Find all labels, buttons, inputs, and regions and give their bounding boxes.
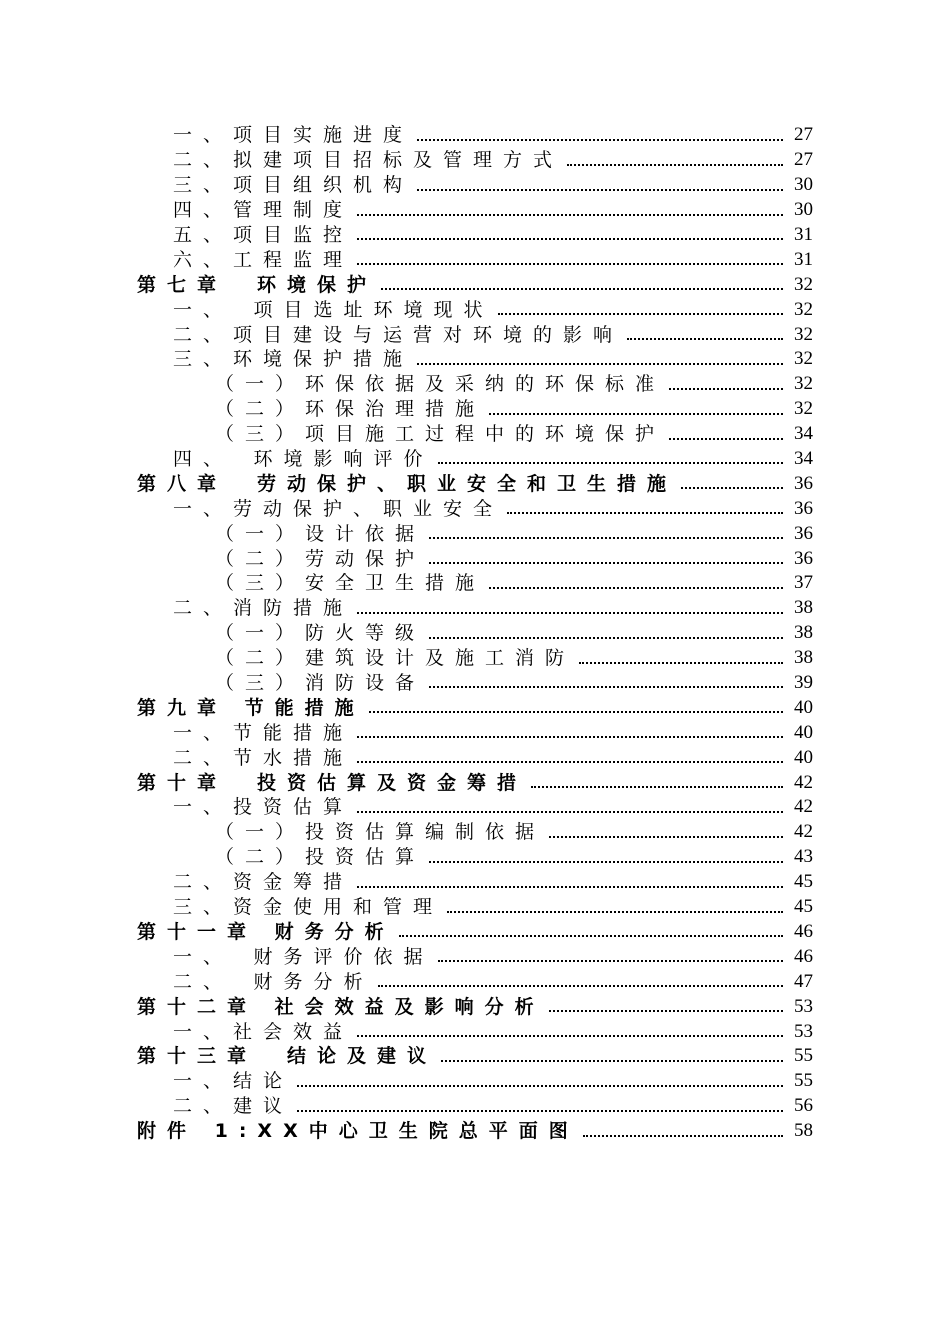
toc-page-number: 36 [794,497,813,519]
toc-dot-leader [357,263,783,265]
toc-entry-title: 第十章 投资估算及资金筹措 [137,771,528,794]
toc-section-entry[interactable] [137,646,813,671]
toc-entry-title: 三、项目组织机构 [173,174,414,197]
toc-page-number: 38 [794,597,813,619]
toc-dot-leader [357,612,783,614]
toc-dot-leader [417,189,783,191]
toc-section-entry[interactable] [137,347,813,372]
toc-entry-title: 二、资金筹措 [173,871,354,894]
toc-page-number: 53 [794,1020,813,1042]
toc-page-number: 40 [794,721,813,743]
toc-section-entry[interactable] [137,322,813,347]
toc-dot-leader [429,861,783,863]
toc-page-number: 47 [794,970,813,992]
toc-chapter-entry[interactable] [137,1119,813,1144]
toc-dot-leader [429,686,783,688]
toc-dot-leader [357,761,783,763]
toc-entry-title: 第十三章 结论及建议 [137,1045,438,1068]
toc-page-number: 55 [794,1045,813,1067]
toc-entry-title: 二、节水措施 [173,746,354,769]
toc-entry-title: 一、投资估算 [173,796,354,819]
toc-entry-title: （一）设计依据 [215,522,426,545]
toc-section-entry[interactable] [137,297,813,322]
toc-entry-title: 二、拟建项目招标及管理方式 [173,149,564,172]
toc-dot-leader [357,736,783,738]
toc-page-number: 36 [794,547,813,569]
toc-page-number: 42 [794,796,813,818]
toc-dot-leader [357,238,783,240]
toc-section-entry[interactable] [137,1069,813,1094]
toc-page-number: 46 [794,920,813,942]
toc-entry-title: 一、节能措施 [173,721,354,744]
toc-section-entry[interactable] [137,944,813,969]
toc-dot-leader [438,462,783,464]
toc-section-entry[interactable] [137,596,813,621]
toc-page-number: 32 [794,323,813,345]
toc-page-number: 30 [794,174,813,196]
toc-entry-title: 四、管理制度 [173,199,354,222]
toc-section-entry[interactable] [137,521,813,546]
toc-section-entry[interactable] [137,870,813,895]
toc-entry-title: 三、环境保护措施 [173,348,414,371]
toc-page-number: 36 [794,522,813,544]
toc-dot-leader [417,363,783,365]
toc-dot-leader [669,388,783,390]
toc-section-entry[interactable] [137,969,813,994]
toc-section-entry[interactable] [137,198,813,223]
toc-entry-title: 一、结论 [173,1070,294,1093]
toc-dot-leader [531,786,783,788]
toc-entry-title: （二）环保治理措施 [215,398,486,421]
toc-entry-title: （二）劳动保护 [215,547,426,570]
toc-dot-leader [357,1035,783,1037]
toc-page-number: 27 [794,149,813,171]
toc-dot-leader [399,935,783,937]
toc-section-entry[interactable] [137,1094,813,1119]
toc-dot-leader [447,911,783,913]
toc-entry-title: （一）防火等级 [215,622,426,645]
toc-page-number: 34 [794,448,813,470]
toc-entry-title: 二、项目建设与运营对环境的影响 [173,323,624,346]
toc-chapter-entry[interactable] [137,272,813,297]
toc-page-number: 38 [794,647,813,669]
toc-entry-title: 五、项目监控 [173,224,354,246]
toc-chapter-entry[interactable] [137,770,813,795]
toc-dot-leader [669,438,783,440]
toc-section-entry[interactable] [137,820,813,845]
toc-section-entry[interactable] [137,173,813,198]
toc-entry-title: （二）建筑设计及施工消防 [215,647,576,670]
toc-page-number: 46 [794,945,813,967]
toc-page-number: 34 [794,423,813,445]
toc-entry-title: 二、消防措施 [173,597,354,620]
toc-entry-title: 第七章 环境保护 [137,273,378,296]
toc-section-entry[interactable] [137,895,813,920]
toc-dot-leader [297,1110,783,1112]
toc-entry-title: 第九章 节能措施 [137,696,365,719]
toc-entry-title: 第八章 劳动保护、职业安全和卫生措施 [137,472,678,495]
toc-page-number: 30 [794,199,813,221]
toc-page-number: 36 [794,472,813,494]
toc-section-entry[interactable] [137,745,813,770]
toc-dot-leader [429,637,783,639]
toc-page-number: 53 [794,995,813,1017]
toc-entry-title: 一、 财务评价依据 [173,945,434,968]
toc-dot-leader [498,313,783,315]
toc-page-number: 38 [794,622,813,644]
toc-section-entry[interactable] [137,447,813,472]
toc-dot-leader [357,214,783,216]
toc-chapter-entry[interactable] [137,994,813,1019]
toc-page-number: 32 [794,373,813,395]
toc-section-entry[interactable] [137,621,813,646]
toc-dot-leader [297,1085,783,1087]
toc-page-number: 31 [794,248,813,270]
toc-section-entry[interactable] [137,720,813,745]
toc-page-number: 32 [794,273,813,295]
toc-dot-leader [441,1060,783,1062]
toc-section-entry[interactable] [137,397,813,422]
toc-dot-leader [357,811,783,813]
toc-dot-leader [507,512,783,514]
toc-section-entry[interactable] [137,496,813,521]
toc-page-number: 42 [794,771,813,793]
toc-section-entry[interactable] [137,223,813,248]
toc-entry-title: （二）投资估算 [215,846,426,869]
toc-dot-leader [549,836,783,838]
toc-dot-leader [489,587,783,589]
toc-entry-title: 一、社会效益 [173,1020,354,1043]
toc-entry-title: 一、劳动保护、职业安全 [173,497,504,520]
toc-chapter-entry[interactable] [137,920,813,945]
toc-section-entry[interactable] [137,795,813,820]
toc-page-number: 31 [794,224,813,245]
toc-entry-title: 二、 财务分析 [173,970,374,993]
toc-dot-leader [567,164,783,166]
toc-section-entry[interactable] [137,671,813,696]
toc-dot-leader [583,1135,783,1137]
toc-dot-leader [357,886,783,888]
toc-dot-leader [549,1010,783,1012]
toc-entry-title: 三、资金使用和管理 [173,896,444,919]
toc-dot-leader [378,985,783,987]
toc-dot-leader [429,562,783,564]
toc-section-entry[interactable] [137,546,813,571]
toc-page-number: 45 [794,896,813,918]
toc-page-number: 58 [794,1120,813,1142]
toc-page-number: 32 [794,398,813,420]
toc-entry-title: （三）安全卫生措施 [215,572,486,595]
toc-page-number: 32 [794,298,813,320]
toc-entry-title: 一、项目实施进度 [173,124,414,147]
toc-section-entry[interactable] [137,571,813,596]
toc-dot-leader [369,711,783,713]
toc-entry-title: 第十二章 社会效益及影响分析 [137,995,545,1018]
toc-dot-leader [417,139,783,141]
toc-page-number: 40 [794,696,813,718]
toc-dot-leader [627,338,783,340]
toc-dot-leader [579,662,783,664]
toc-entry-title: （三）消防设备 [215,672,426,695]
toc-dot-leader [438,960,783,962]
toc-section-entry[interactable] [137,1019,813,1044]
toc-page-number: 37 [794,572,813,594]
toc-section-entry[interactable] [137,123,813,148]
toc-entry-title: 一、 项目选址环境现状 [173,298,494,321]
toc-entry-title: 附件 1:XX中心卫生院总平面图 [137,1120,579,1143]
toc-entry-title: 二、建议 [173,1095,294,1118]
toc-dot-leader [381,288,783,290]
toc-section-entry[interactable] [137,148,813,173]
toc-section-entry[interactable] [137,845,813,870]
toc-entry-title: （一）环保依据及采纳的环保标准 [215,373,666,396]
toc-entry-title: （一）投资估算编制依据 [215,821,546,844]
toc-chapter-entry[interactable] [137,1044,813,1069]
toc-page-number: 42 [794,821,813,843]
table-of-contents [137,123,813,1144]
toc-section-entry[interactable] [137,247,813,272]
toc-entry-title: 四、 环境影响评价 [173,448,434,471]
toc-page-number: 43 [794,846,813,868]
toc-section-entry[interactable] [137,372,813,397]
toc-page-number: 32 [794,348,813,370]
toc-page-number: 27 [794,124,813,146]
toc-dot-leader [681,487,783,489]
toc-page-number: 45 [794,871,813,893]
toc-page-number: 40 [794,746,813,768]
toc-dot-leader [489,413,783,415]
toc-entry-title: 第十一章 财务分析 [137,920,395,943]
toc-entry-title: （三）项目施工过程中的环境保护 [215,423,666,446]
toc-section-entry[interactable] [137,422,813,447]
toc-dot-leader [429,537,783,539]
toc-page-number: 55 [794,1070,813,1092]
toc-page-number: 56 [794,1095,813,1117]
toc-page-number: 39 [794,672,813,694]
toc-chapter-entry[interactable] [137,695,813,720]
toc-entry-title: 六、工程监理 [173,248,354,271]
toc-chapter-entry[interactable] [137,471,813,496]
